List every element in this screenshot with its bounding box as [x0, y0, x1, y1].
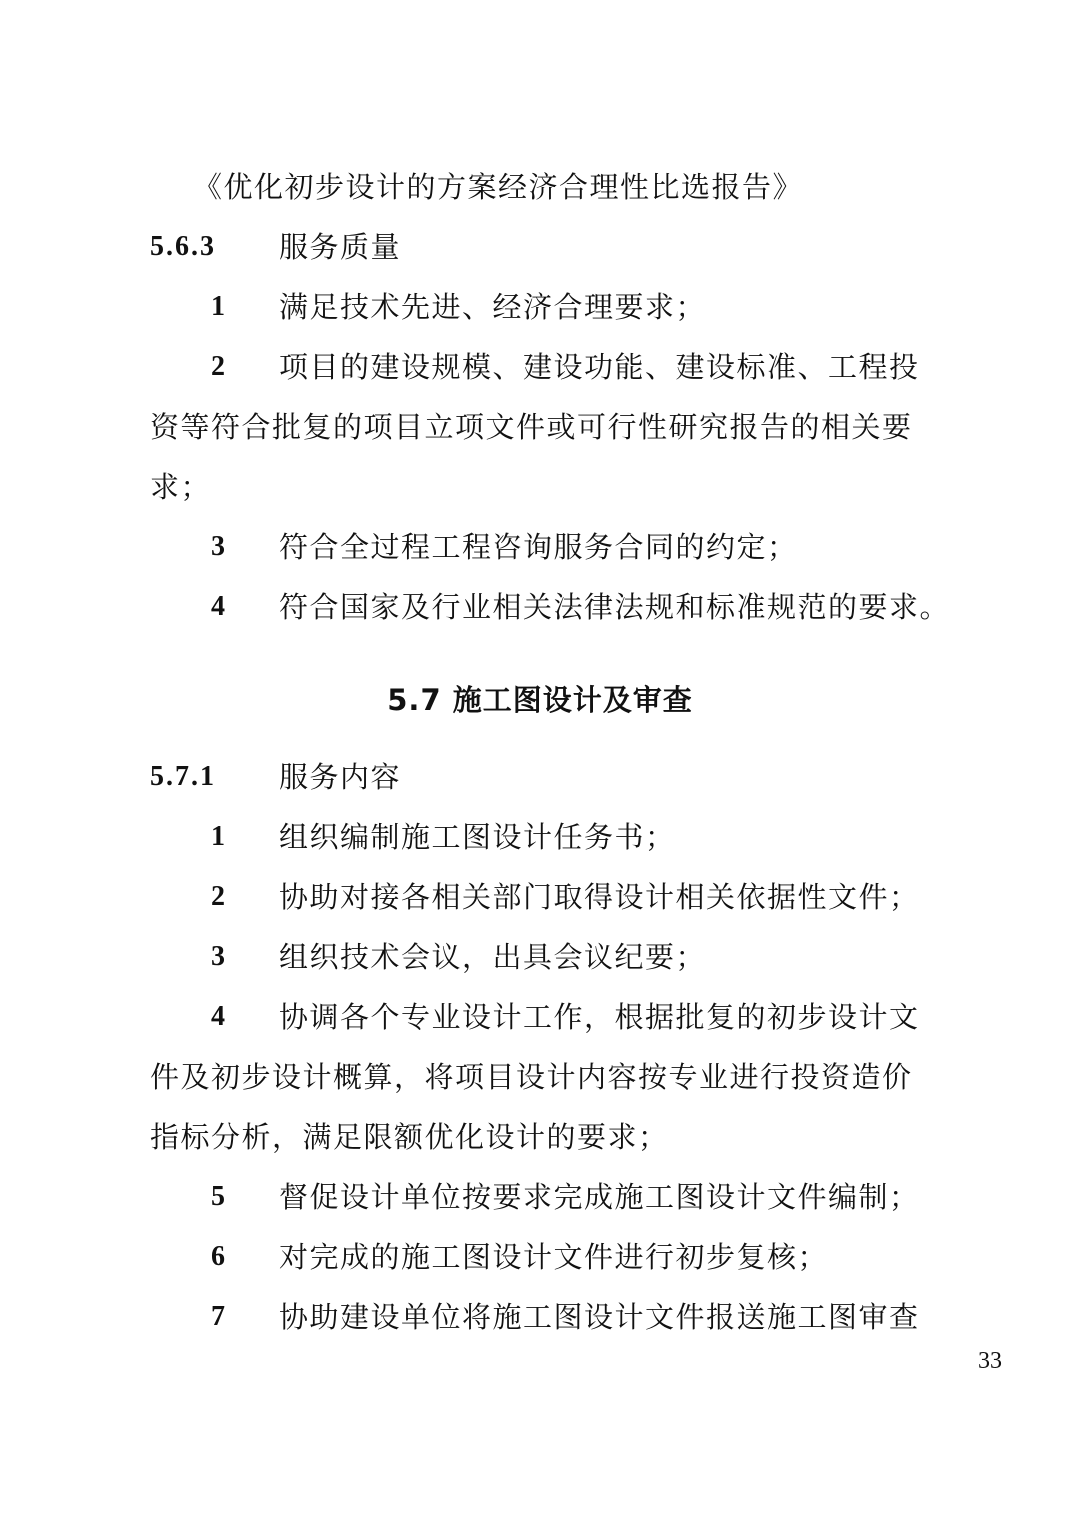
section-title-563: 服务质量: [279, 230, 402, 264]
item-number: 3: [211, 531, 225, 562]
item-text-continued: 件及初步设计概算，将项目设计内容按专业进行投资造价: [150, 1060, 913, 1094]
item-text: 协助建设单位将施工图设计文件报送施工图审查: [279, 1300, 920, 1334]
item-number: 1: [211, 821, 225, 852]
section-number-563: 5.6.3: [150, 231, 216, 262]
item-text: 符合国家及行业相关法律法规和标准规范的要求。: [279, 590, 951, 624]
item-text: 组织技术会议，出具会议纪要；: [279, 940, 707, 974]
page-number: 33: [978, 1348, 1002, 1374]
item-text: 协调各个专业设计工作，根据批复的初步设计文: [279, 1000, 920, 1034]
item-text-continued: 资等符合批复的项目立项文件或可行性研究报告的相关要: [150, 410, 913, 444]
item-number: 1: [211, 291, 225, 322]
item-number: 5: [211, 1181, 225, 1212]
item-text: 符合全过程工程咨询服务合同的约定；: [279, 530, 798, 564]
item-number: 3: [211, 941, 225, 972]
section-number-571: 5.7.1: [150, 761, 216, 792]
item-number: 6: [211, 1241, 225, 1272]
item-number: 4: [211, 591, 225, 622]
item-text: 对完成的施工图设计文件进行初步复核；: [279, 1240, 829, 1274]
item-text-continued: 指标分析，满足限额优化设计的要求；: [150, 1120, 669, 1154]
item-number: 2: [211, 881, 225, 912]
item-text: 项目的建设规模、建设功能、建设标准、工程投: [279, 350, 920, 384]
item-text: 组织编制施工图设计任务书；: [279, 820, 676, 854]
item-text: 满足技术先进、经济合理要求；: [279, 290, 707, 324]
intro-line: 《优化初步设计的方案经济合理性比选报告》: [193, 170, 804, 204]
section-heading: 5.7 施工图设计及审查: [387, 683, 693, 717]
item-text: 督促设计单位按要求完成施工图设计文件编制；: [279, 1180, 920, 1214]
item-number: 7: [211, 1301, 225, 1332]
item-number: 2: [211, 351, 225, 382]
item-text: 协助对接各相关部门取得设计相关依据性文件；: [279, 880, 920, 914]
item-number: 4: [211, 1001, 225, 1032]
section-title-571: 服务内容: [279, 760, 402, 794]
item-text-continued: 求；: [150, 470, 212, 504]
